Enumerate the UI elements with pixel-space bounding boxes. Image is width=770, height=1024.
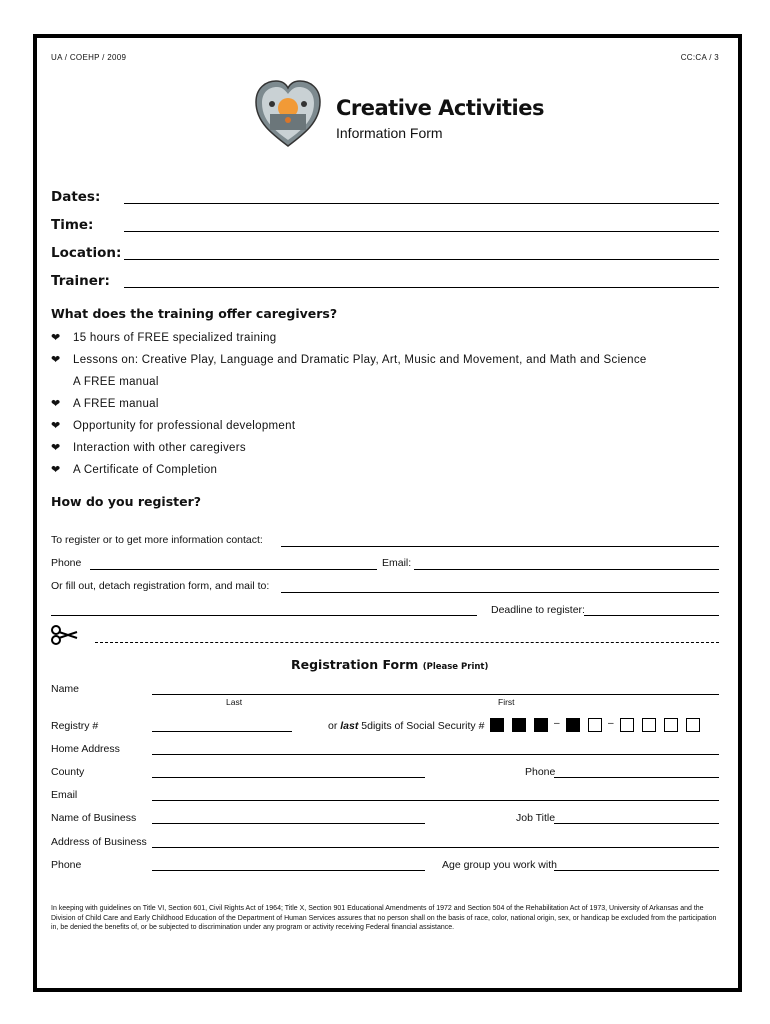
- ssn-label: [328, 720, 484, 732]
- page-title: Creative Activities: [336, 96, 544, 120]
- ssn-digit-box[interactable]: [588, 718, 602, 732]
- ssn-box: [534, 718, 548, 732]
- county-line[interactable]: [152, 777, 425, 778]
- ssn-separator: –: [554, 718, 560, 729]
- home-address-label: Home Address: [51, 743, 120, 755]
- home-address-line[interactable]: [152, 754, 719, 755]
- ssn-digit-box[interactable]: [642, 718, 656, 732]
- dates-label: Dates:: [51, 189, 101, 205]
- phone-form-label: Phone: [525, 766, 556, 778]
- email-form-line[interactable]: [152, 800, 719, 801]
- job-title-label: Job Title: [516, 812, 556, 824]
- time-line[interactable]: [124, 231, 719, 232]
- header-left-code: UA / COEHP / 2009: [51, 53, 127, 62]
- deadline-label: Deadline to register:: [491, 604, 585, 616]
- ssn-digit-box[interactable]: [664, 718, 678, 732]
- heart-bullet-icon: ❤: [51, 420, 61, 432]
- email-label: Email:: [382, 557, 412, 569]
- trainer-line[interactable]: [124, 287, 719, 288]
- location-line[interactable]: [124, 259, 719, 260]
- business-address-label: Address of Business: [51, 836, 147, 848]
- phone2-label: Phone: [51, 859, 82, 871]
- registry-line[interactable]: [152, 731, 292, 732]
- trainer-label: Trainer:: [51, 273, 110, 289]
- page-border: [33, 34, 742, 992]
- contact-label: To register or to get more information contact:: [51, 534, 263, 546]
- ssn-label-suffix: 5digits of Social Security #: [358, 720, 485, 732]
- offer-item: A FREE manual: [73, 398, 159, 410]
- heart-logo-icon: [252, 78, 324, 150]
- phone-line[interactable]: [90, 569, 377, 570]
- registration-form-title: [291, 656, 488, 674]
- offer-item: Interaction with other caregivers: [73, 442, 246, 454]
- ssn-label-prefix: or: [328, 720, 341, 732]
- scissors-icon: [50, 624, 78, 646]
- offer-item: 15 hours of FREE specialized training: [73, 332, 277, 344]
- business-name-line[interactable]: [152, 823, 425, 824]
- header-right-code: CC:CA / 3: [680, 53, 719, 62]
- mail-line[interactable]: [281, 592, 719, 593]
- phone-label: Phone: [51, 557, 82, 569]
- name-label: Name: [51, 683, 80, 695]
- offer-item: Opportunity for professional development: [73, 420, 296, 432]
- phone-form-line[interactable]: [554, 777, 719, 778]
- form-title-note: (Please Print): [422, 662, 489, 672]
- phone2-line[interactable]: [152, 870, 425, 871]
- offer-item: A FREE manual: [73, 376, 159, 388]
- ssn-label-emph: last: [340, 720, 359, 732]
- heart-bullet-icon: ❤: [51, 398, 61, 410]
- ssn-box: [490, 718, 504, 732]
- heart-bullet-icon: ❤: [51, 442, 61, 454]
- age-group-label: Age group you work with: [442, 859, 557, 871]
- county-label: County: [51, 766, 85, 778]
- legal-notice: In keeping with guidelines on Title VI, Section 601, Civil Rights Act of 1964; Title X, Section 901 Educational Amendments of 1972 and Section 504 of the Rehabilitation Act of 1973, University of Arkansas and the Division of Child Care and Early Childhood Education of the Department of Human Services assures that no person shall on the basis of race, color, national origin, sex, or handicap be excluded from the participation in, be denied the benefits of, or be subjected to discrimination under any program or activity receiving Federal financial assistance.: [51, 905, 717, 931]
- business-address-line[interactable]: [152, 847, 719, 848]
- age-group-line[interactable]: [554, 870, 719, 871]
- offer-heading: What does the training offer caregivers?: [51, 306, 338, 321]
- name-line[interactable]: [152, 694, 719, 695]
- mail-address-line[interactable]: [51, 615, 477, 616]
- offer-item: A Certificate of Completion: [73, 464, 218, 476]
- register-heading: How do you register?: [51, 494, 202, 509]
- ssn-digit-box[interactable]: [686, 718, 700, 732]
- heart-bullet-icon: ❤: [51, 332, 61, 344]
- ssn-digit-box[interactable]: [620, 718, 634, 732]
- dates-line[interactable]: [124, 203, 719, 204]
- mail-label: Or fill out, detach registration form, and mail to:: [51, 580, 270, 592]
- ssn-separator: –: [608, 718, 614, 729]
- ssn-box: [566, 718, 580, 732]
- heart-bullet-icon: ❤: [51, 354, 61, 366]
- last-label: Last: [226, 697, 243, 707]
- first-label: First: [498, 697, 515, 707]
- cut-line: [95, 642, 719, 643]
- email-form-label: Email: [51, 789, 78, 801]
- business-name-label: Name of Business: [51, 812, 137, 824]
- location-label: Location:: [51, 245, 122, 261]
- job-title-line[interactable]: [554, 823, 719, 824]
- form-title-text: Registration Form: [291, 657, 419, 672]
- heart-bullet-icon: ❤: [51, 464, 61, 476]
- ssn-box: [512, 718, 526, 732]
- time-label: Time:: [51, 217, 94, 233]
- registry-label: Registry #: [51, 720, 99, 732]
- offer-item: Lessons on: Creative Play, Language and Dramatic Play, Art, Music and Movement, and Math and Science: [73, 354, 647, 366]
- contact-line[interactable]: [281, 546, 719, 547]
- email-line[interactable]: [414, 569, 719, 570]
- page-subtitle: Information Form: [336, 125, 443, 141]
- deadline-line[interactable]: [584, 615, 719, 616]
